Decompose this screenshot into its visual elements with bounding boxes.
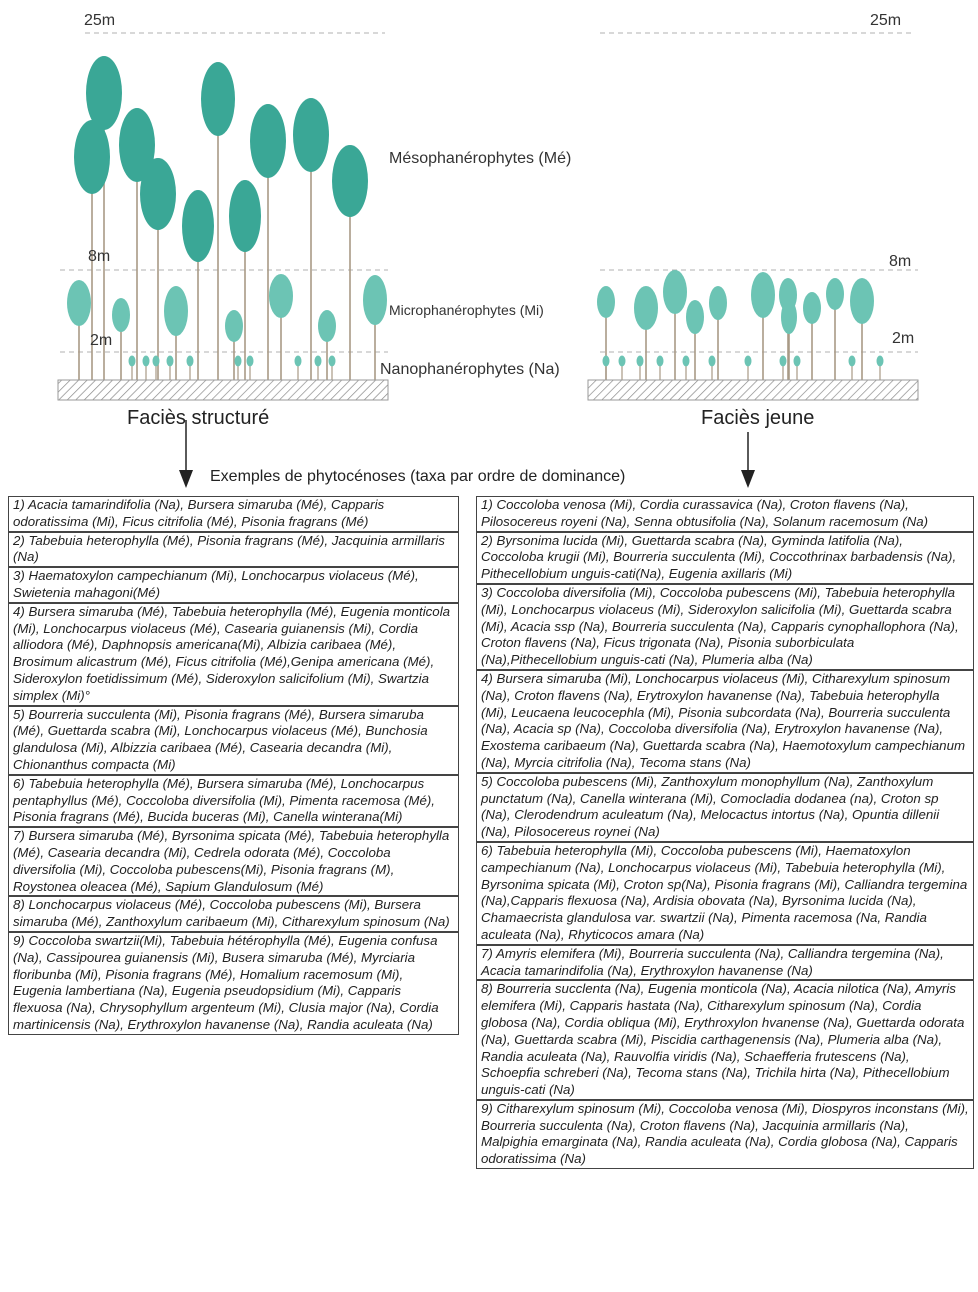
left-shrub-crown xyxy=(329,356,336,367)
right-shrub-crown xyxy=(877,356,884,367)
right-entry-5: 5) Coccoloba pubescens (Mi), Zanthoxylum monophyllum (Na), Zanthoxylum punctatum (Na), Canella winterana (Mi), Comocladia dodanea (na), Croton sp (Na), Clerodendrum aculeatum (Na), Melocactus intortus (Na), Opuntia dillenii (Na), Pilosocereus roynei (Na) xyxy=(476,773,974,842)
right-tree-crown xyxy=(803,292,821,324)
right-entry-3: 3) Coccoloba diversifolia (Mi), Coccoloba pubescens (Mi), Tabebuia heterophylla (Mi), Lonchocarpus violaceus (Mi), Sideroxylon salicifolia (Mi), Guettarda scabra (Mi), Acacia ssp (Na), Bourreria succulenta (Na), Capparis cynophallophora (Na), Croton flavens (Na), Ficus trigonata (Na), Pisonia suborbiculata (Na),Pithecellobium unguis-cati (Na), Plumeria alba (Na) xyxy=(476,584,974,670)
left-entry-2: 2) Tabebuia heterophylla (Mé), Pisonia fragrans (Mé), Jacquinia armillaris (Na) xyxy=(8,532,459,568)
height-8m-left-label: 8m xyxy=(88,248,111,265)
right-tree-crown xyxy=(751,272,775,318)
right-shrub-crown xyxy=(849,356,856,367)
right-entry-6: 6) Tabebuia heterophylla (Mi), Coccoloba pubescens (Mi), Haematoxylon campechianum (Na), Lonchocarpus violaceus (Mi), Tabebuia heterophylla (Mi), Byrsonima spicata (Mi), Croton sp(Na), Pisonia fragrans (Mi), Calliandra tergemina (Na),Capparis flexuosa (Na), Ardisia obovata (Na), Byrsonima lucida (Na), Chamaecrista glandulosa var. swartzii (Na), Pimenta racemosa (Na, Randia aculeata (Na), Rhyticocos amara (Na) xyxy=(476,842,974,945)
left-entry-1: 1) Acacia tamarindifolia (Na), Bursera simaruba (Mé), Capparis odoratissima (Mi), Ficus citrifolia (Mé), Pisonia fragrans (Mé) xyxy=(8,496,459,532)
trees-facies-structure xyxy=(67,56,387,380)
right-entry-1: 1) Coccoloba venosa (Mi), Cordia curassavica (Na), Croton flavens (Na), Pilosocereus royeni (Na), Senna obtusifolia (Na), Solanum racemosum (Na) xyxy=(476,496,974,532)
height-2m-right-label: 2m xyxy=(892,330,915,347)
right-tree-crown xyxy=(634,286,658,330)
left-entry-4: 4) Bursera simaruba (Mé), Tabebuia heterophylla (Mé), Eugenia monticola (Mi), Lonchocarpus violaceus (Mé), Casearia guianensis (Mi), Cordia alliodora (Mé), Daphnopsis americana(Mi), Albizia caribaea (Mé), Brosimum alicastrum (Mé), Ficus citrifolia (Mé),Genipa americana (Mé), Sideroxylon foetidissimum (Mé), Sideroxylon salicifolium (Mi), Swartzia simplex (Mi)° xyxy=(8,603,459,706)
right-tree-crown xyxy=(597,286,615,318)
right-tree-crown xyxy=(826,278,844,310)
right-entry-4: 4) Bursera simaruba (Mi), Lonchocarpus violaceus (Mi), Citharexylum spinosum (Na), Croton flavens (Na), Erytroxylon havanense (Na), Tabebuia heterophylla (Mi), Leucaena leucocephla (Mi), Pisonia subcordata (Na), Bourreria succulenta (Na), Acacia sp (Na), Coccoloba diversifolia (Na), Erytroxylon havanense (Na), Exostema caribaeum (Na), Guettarda scabra (Na), Haemotoxylum campechianum (Na), Myrcia citrifolia (Na), Tecoma stans (Na) xyxy=(476,670,974,773)
right-shrub-crown xyxy=(794,356,801,367)
ground-left xyxy=(58,380,388,400)
arrow-left xyxy=(179,420,193,488)
left-shrub-crown xyxy=(167,356,174,367)
right-tree-crown xyxy=(781,300,797,334)
left-shrub-crown xyxy=(247,356,254,367)
left-shrub-crown xyxy=(129,356,136,367)
height-2m-left-label: 2m xyxy=(90,332,113,349)
facies-jeune-label: Faciès jeune xyxy=(701,407,815,429)
phytocenoses-heading: Exemples de phytocénoses (taxa par ordre de dominance) xyxy=(210,468,626,485)
stratum-nano-label: Nanophanérophytes (Na) xyxy=(380,361,560,378)
left-tree-crown xyxy=(67,280,91,326)
left-tree-crown xyxy=(74,120,110,194)
left-shrub-crown xyxy=(187,356,194,367)
right-shrub-crown xyxy=(709,356,716,367)
left-tree-crown xyxy=(363,275,387,325)
facies-structure-label: Faciès structuré xyxy=(127,407,270,429)
right-tree-crown xyxy=(686,300,704,334)
right-shrub-crown xyxy=(619,356,626,367)
left-shrub-crown xyxy=(153,356,160,367)
right-shrub-crown xyxy=(683,356,690,367)
left-tree-crown xyxy=(201,62,235,136)
left-tree-crown xyxy=(182,190,214,262)
trees-facies-jeune xyxy=(597,270,884,380)
left-tree-crown xyxy=(225,310,243,342)
left-phytocenoses-list xyxy=(8,496,459,1035)
height-8m-right-label: 8m xyxy=(889,253,912,270)
right-tree-crown xyxy=(663,270,687,314)
right-shrub-crown xyxy=(745,356,752,367)
right-tree-crown xyxy=(709,286,727,320)
left-entry-9: 9) Coccoloba swartzii(Mi), Tabebuia hétérophylla (Mé), Eugenia confusa (Na), Cassipourea guianensis (Mi), Busera simaruba (Mé), Myrciaria floribunba (Mi), Pisonia fragrans (Mé), Homalium racemosum (Mi), Eugenia lambertiana (Na), Eugenia pseudopsidium (Mi), Capparis flexuosa (Na), Chrysophyllum argenteum (Mi), Clusia major (Na), Cordia martinicensis (Na), Erythroxylon havanense (Na), Randia aculeata (Na) xyxy=(8,932,459,1035)
left-entry-5: 5) Bourreria succulenta (Mi), Pisonia fragrans (Mé), Bursera simaruba (Mé), Guettarda scabra (Mi), Lonchocarpus violaceus (Mé), Bunchosia glandulosa (Mi), Albizzia caribaea (Mé), Casearia decandra (Mi), Chionanthus compacta (Mi) xyxy=(8,706,459,775)
left-tree-crown xyxy=(250,104,286,178)
right-entry-2: 2) Byrsonima lucida (Mi), Guettarda scabra (Na), Gyminda latifolia (Na), Coccoloba krugii (Mi), Bourreria succulenta (Mi), Coccothrinax barbadensis (Na), Pithecellobium unguis-cati(Na), Eugenia axillaris (Mi) xyxy=(476,532,974,584)
left-entry-7: 7) Bursera simaruba (Mé), Byrsonima spicata (Mé), Tabebuia heterophylla (Mé), Casearia decandra (Mi), Cedrela odorata (Mé), Coccoloba diversifolia (Mi), Coccoloba pubescens(Mi), Pisonia fragrans (M), Roystonea oleacea (Mé), Sapium Glandulosum (Mé) xyxy=(8,827,459,896)
left-tree-crown xyxy=(86,56,122,130)
stratum-micro-label: Microphanérophytes (Mi) xyxy=(389,302,544,318)
stratum-meso-label: Mésophanérophytes (Mé) xyxy=(389,150,572,167)
left-shrub-crown xyxy=(143,356,150,367)
arrow-right xyxy=(741,432,755,488)
right-shrub-crown xyxy=(637,356,644,367)
right-entry-7: 7) Amyris elemifera (Mi), Bourreria succulenta (Na), Calliandra tergemina (Na), Acacia tamarindifolia (Na), Erythroxylon havanense (Na) xyxy=(476,945,974,981)
height-25m-left-label: 25m xyxy=(84,12,116,29)
left-entry-3: 3) Haematoxylon campechianum (Mi), Lonchocarpus violaceus (Mé), Swietenia mahagoni(Mé) xyxy=(8,567,459,603)
left-tree-crown xyxy=(112,298,130,332)
ground-right xyxy=(588,380,918,400)
left-shrub-crown xyxy=(315,356,322,367)
left-entry-8: 8) Lonchocarpus violaceus (Mé), Coccoloba pubescens (Mi), Bursera simaruba (Mé), Zanthoxylum caribaeum (Mi), Citharexylum spinosum (Na) xyxy=(8,896,459,932)
right-entry-9: 9) Citharexylum spinosum (Mi), Coccoloba venosa (Mi), Diospyros inconstans (Mi), Bourreria succulenta (Na), Croton flavens (Na), Jacquinia armillaris (Na), Malpighia emarginata (Na), Randia aculeata (Na), Cordia globosa (Na), Capparis odoratissima (Na) xyxy=(476,1100,974,1169)
right-shrub-crown xyxy=(657,356,664,367)
left-tree-crown xyxy=(293,98,329,172)
right-tree-crown xyxy=(850,278,874,324)
right-shrub-crown xyxy=(780,356,787,367)
left-entry-6: 6) Tabebuia heterophylla (Mé), Bursera simaruba (Mé), Lonchocarpus pentaphyllus (Mé), Coccoloba diversifolia (Mi), Pimenta racemosa (Mé), Pisonia fragrans (Mé), Bucida buceras (Mi), Canella winterana(Mi) xyxy=(8,775,459,827)
right-phytocenoses-list xyxy=(476,496,974,1169)
left-tree-crown xyxy=(318,310,336,342)
left-tree-crown xyxy=(140,158,176,230)
right-shrub-crown xyxy=(603,356,610,367)
height-25m-right-label: 25m xyxy=(870,12,902,29)
left-tree-crown xyxy=(269,274,293,318)
left-tree-crown xyxy=(164,286,188,336)
left-tree-crown xyxy=(332,145,368,217)
left-shrub-crown xyxy=(235,356,242,367)
left-shrub-crown xyxy=(295,356,302,367)
left-tree-crown xyxy=(229,180,261,252)
right-entry-8: 8) Bourreria succlenta (Na), Eugenia monticola (Na), Acacia nilotica (Na), Amyris elemifera (Mi), Capparis hastata (Na), Citharexylum spinosum (Na), Cordia globosa (Na), Cordia obliqua (Mi), Erythroxylon hvanense (Na), Guettarda odorata (Na), Guettarda scabra (Mi), Piscidia carthagenensis (Na), Plumeria alba (Na), Randia aculeata (Na), Rauvolfia viridis (Na), Schaefferia frutescens (Na), Schoepfia schreberi (Na), Tecoma stans (Na), Trichila hirta (Na), Pithecellobium unguis-cati (Na) xyxy=(476,980,974,1100)
